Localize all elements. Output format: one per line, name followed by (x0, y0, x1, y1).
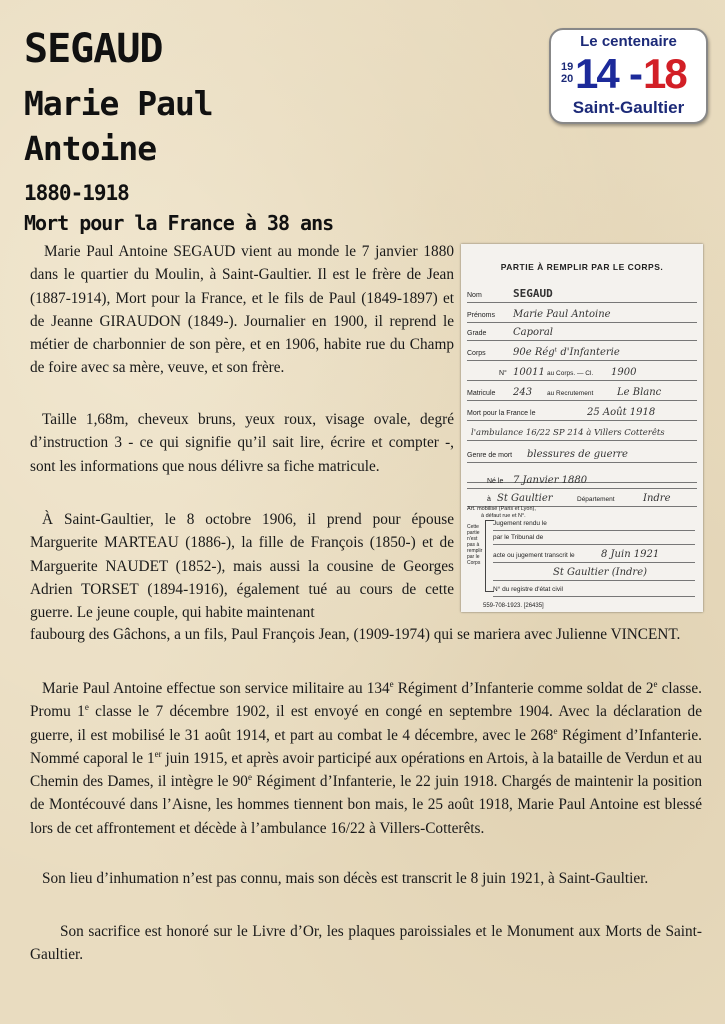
logo-year-prefix-2: 20 (561, 73, 574, 85)
doc-label: N° (499, 370, 507, 377)
text-segment: classe le 7 décembre 1902, il est envoyé en congé en septembre 1904. Avec la déclaration de guerre, il est mobilisé le 31 août 1914, et part au combat le 4 décembre, avec le 268 (30, 703, 702, 744)
text-segment: classe. Promu 1 (30, 680, 702, 721)
text-segment: Régiment d’Infanterie. Nommé caporal le 1 (30, 726, 703, 767)
logo-dash: - (629, 50, 643, 97)
doc-value: St Gaultier (497, 493, 553, 504)
superscript: e (247, 772, 252, 783)
doc-label: Nom (467, 292, 482, 299)
doc-label: Jugement rendu le (493, 520, 547, 527)
superscript: e (389, 678, 394, 689)
given-names-line1: Marie Paul (24, 84, 213, 123)
doc-value: 25 Août 1918 (587, 407, 656, 418)
logo-years (551, 48, 706, 96)
superscript: er (154, 748, 162, 759)
doc-label: Corps (467, 350, 486, 357)
centenaire-logo (549, 28, 708, 124)
doc-value: Le Blanc (617, 387, 662, 398)
logo-14: 14 (575, 50, 618, 97)
doc-art-line1: Art. mobilisé (Paris et Lyon), (467, 506, 536, 512)
doc-label: au Corps. — Cl. (547, 370, 594, 377)
doc-value: St Gaultier (Indre) (553, 567, 648, 578)
doc-row-lieu-naissance (467, 484, 697, 507)
doc-side-note: Cette partie n'est pas à remplir par le Corps (467, 524, 483, 566)
death-subtitle: Mort pour la France à 38 ans (24, 211, 334, 235)
doc-art-line2: à défaut rue et N°. (481, 513, 526, 519)
doc-label: Né le (487, 478, 504, 485)
doc-value: 90e Régᵗ d'Infanterie (513, 347, 620, 358)
doc-line-acte (493, 546, 695, 563)
surname-title: SEGAUD (24, 26, 163, 72)
paragraph-memorial: Son sacrifice est honoré sur le Livre d’Or, les plaques paroissiales et le Monument aux Morts de Saint-Gaultier. (30, 923, 702, 964)
doc-label: Département (577, 496, 615, 503)
text-segment: juin 1915, et après avoir participé aux opérations en Artois, à la bataille de Verdun et au Chemin des Dames, il intègre le 90 (30, 749, 702, 791)
logo-year-prefix-1: 19 (561, 61, 574, 73)
doc-line-acte-lieu (493, 564, 695, 581)
doc-value: Marie Paul Antoine (513, 309, 611, 320)
doc-label: N° du registre d'état civil (493, 586, 563, 593)
paragraph-marriage-cont: faubourg des Gâchons, a un fils, Paul François Jean, (1909-1974) qui se mariera avec Julienne VINCENT. (30, 626, 681, 643)
text-segment: Marie Paul Antoine effectue son service militaire au 134 (42, 680, 390, 697)
given-names-line2: Antoine (24, 129, 157, 168)
logo-place: Saint-Gaultier (572, 98, 685, 117)
death-record-card (461, 244, 703, 612)
doc-label: Genre de mort (467, 452, 513, 459)
doc-label: par le Tribunal de (493, 534, 544, 541)
doc-label: Mort pour la France le (467, 410, 536, 417)
text-segment: Régiment d’Infanterie comme soldat de 2 (393, 680, 654, 697)
logo-top-text: Le centenaire (580, 33, 677, 50)
doc-label: au Recrutement (547, 390, 594, 397)
paragraph-description: Taille 1,68m, cheveux bruns, yeux roux, visage ovale, degré d’instruction 3 - ce qui signifie qu’il sait lire, écrire et compter -, sont les informations que nous délivre sa fiche matricule. (30, 411, 454, 475)
doc-row-lieu (467, 418, 697, 441)
paragraph-birth: Marie Paul Antoine SEGAUD vient au monde le 7 janvier 1880 dans le quartier du Moulin, à Saint-Gaultier. Il est le frère de Jean (1887-1914), Mort pour la France, et le fils de Paul (1849-1897) et de Jeanne GIRAUDON (1849-). Journalier en 1900, il reprend le métier de charbonnier de son père, et en 1906, habite rue du Champ de foire avec sa mère, veuve, et son frère. (30, 243, 454, 377)
paragraph-burial: Son lieu d’inhumation n’est pas connu, mais son décès est transcrit le 8 juin 1921, à Saint-Gaultier. (42, 870, 649, 887)
doc-value: l'ambulance 16/22 SP 214 à Villers Cotterêts (471, 428, 665, 438)
doc-value: 10011 (513, 367, 545, 378)
logo-18: 18 (643, 50, 686, 97)
doc-value: 8 Juin 1921 (601, 549, 660, 560)
doc-value: Caporal (513, 327, 553, 338)
doc-value: 1900 (611, 367, 637, 378)
doc-label: Grade (467, 330, 487, 337)
doc-label: Prénoms (467, 312, 496, 319)
doc-label: à (487, 496, 491, 503)
paragraph-military (30, 677, 702, 840)
doc-header: PARTIE À REMPLIR PAR LE CORPS. (500, 262, 664, 272)
doc-label: Matricule (467, 390, 496, 397)
doc-value: 243 (513, 387, 533, 398)
doc-value: blessures de guerre (527, 449, 628, 460)
text-segment: Régiment d’Infanterie, le 22 juin 1918. Chargés de maintenir la position de Montécouvé dans l’Aisne, les hommes tiennent bon mais, le 25 août 1918, Marie Paul Antoine est blessé lors de cet affrontement et décède à l’ambulance 16/22 à Villers-Cotterêts. (30, 773, 702, 837)
doc-value: Indre (643, 493, 671, 504)
life-years: 1880-1918 (24, 181, 129, 205)
doc-value: SEGAUD (513, 287, 553, 300)
superscript: e (84, 702, 89, 713)
doc-footer: 559-708-1923. [26435] (483, 603, 544, 609)
superscript: e (553, 725, 558, 736)
doc-line-registre (493, 580, 695, 597)
doc-line-tribunal (493, 528, 695, 545)
doc-label: acte ou jugement transcrit le (493, 552, 575, 559)
doc-value: 7 Janvier 1880 (513, 475, 588, 486)
superscript: e (653, 678, 658, 689)
paragraph-marriage: À Saint-Gaultier, le 8 octobre 1906, il prend pour épouse Marguerite MARTEAU (1886-), la fille de François (1850-) et de Marguerite NAUDET (1852-), mais aussi la cousine de Georges Adrien TORSET (1894-1916), également tué au cours de cette guerre. Le jeune couple, qui habite maintenant (30, 511, 454, 622)
